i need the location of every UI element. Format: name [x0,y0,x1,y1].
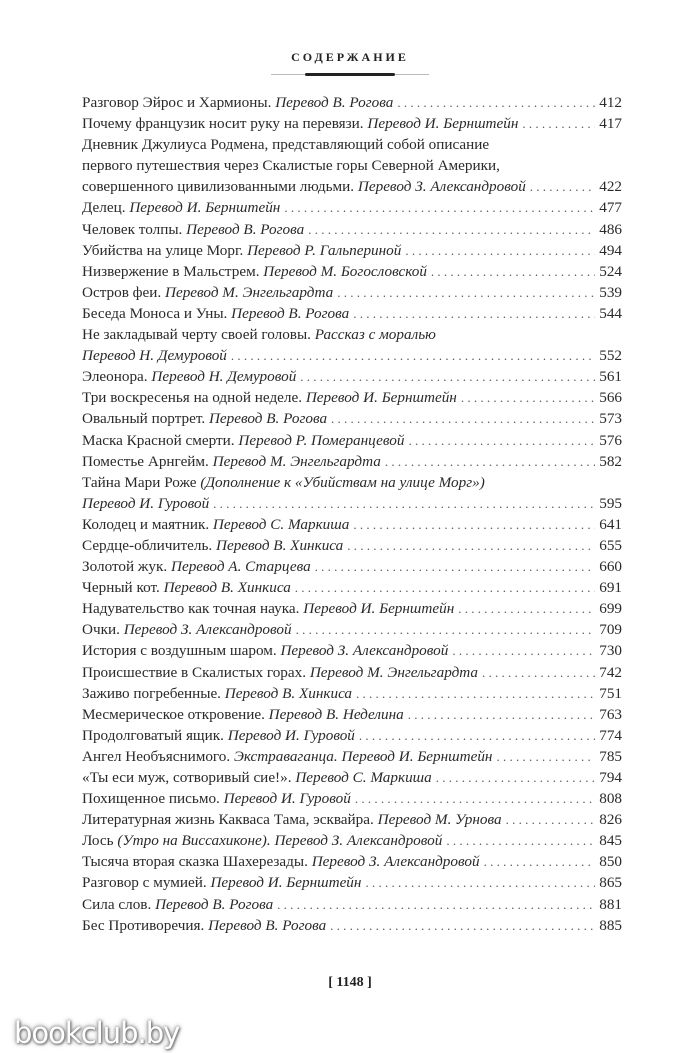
story-title: Делец. [82,199,130,217]
story-title: Похищенное письмо. [82,790,224,808]
translator-note: Перевод М. Энгельгардта [165,283,334,301]
translator-note: Перевод И. Гуровой [82,494,210,512]
translator-note: Перевод М. Энгельгардта [309,663,479,681]
toc-entry-text [82,851,480,872]
story-title: Три воскресенья на одной неделе. [82,389,306,407]
toc-line [82,809,622,830]
translator-note: Перевод В. Хинкиса [216,536,344,554]
story-title: Почему французик носит руку на перевязи. [82,115,368,133]
toc-entry-text [82,640,448,661]
toc-line [82,619,622,640]
toc-entry [82,324,622,366]
toc-page-number: 544 [599,304,622,322]
toc-entry-text [82,155,500,176]
toc-entry-text [82,430,404,451]
toc-entry [82,430,622,451]
toc-entry-text [82,767,432,788]
toc-line [82,282,622,303]
translator-note: Перевод З. Александровой [311,853,480,871]
toc-entry-text [82,387,457,408]
story-title: Происшествие в Скалистых горах. [82,663,310,681]
story-title: Остров феи. [82,283,165,301]
dot-leader [408,704,595,725]
toc-line [82,430,622,451]
toc-page-number: 576 [599,431,622,449]
toc-line [82,451,622,472]
dot-leader [331,408,595,429]
toc-page-number: 561 [599,368,622,386]
toc-line [82,219,622,240]
toc-page-number: 808 [599,790,622,808]
toc-line [82,872,622,893]
toc-entry [82,894,622,915]
toc-page-number: 730 [599,642,622,660]
story-title: первого путешествия через Скалистые горы Северной Америки, [82,157,500,175]
toc-entry [82,197,622,218]
toc-entry-text [82,113,518,134]
toc-entry-text [82,240,401,261]
toc-entry [82,92,622,113]
toc-entry [82,809,622,830]
toc-line [82,535,622,556]
toc-entry [82,598,622,619]
translator-note: Перевод С. Маркиша [212,515,350,533]
dot-leader [452,640,595,661]
story-title: Овальный портрет. [82,410,209,428]
translator-note: Перевод В. Рогова [231,304,350,322]
dot-leader [496,746,595,767]
dot-leader [408,430,595,451]
toc-page-number: 582 [599,452,622,470]
toc-entry [82,704,622,725]
story-title: Элеонора. [82,368,152,386]
translator-note: Перевод А. Старцева [171,558,311,576]
toc-entry-text [82,134,489,155]
story-title: Надувательство как точная наука. [82,600,304,618]
translator-note: Перевод В. Рогова [208,916,327,934]
dot-leader [284,197,595,218]
toc-page-number: 826 [599,811,622,829]
story-title: Дневник Джулиуса Родмена, представляющий собой описание [82,136,490,154]
toc-entry-text [82,725,355,746]
toc-page-number: 865 [599,874,622,892]
toc-entry [82,387,622,408]
dot-leader [308,219,595,240]
translator-note: Перевод И. Бернштейн [303,600,455,618]
toc-page-number: 845 [599,832,622,850]
dot-leader [482,662,595,683]
toc-line [82,662,622,683]
toc-entry [82,830,622,851]
translator-note: Перевод В. Рогова [208,410,328,428]
toc-entry [82,915,622,936]
story-title: Ангел Необъяснимого. [82,747,234,765]
dot-leader [365,872,595,893]
toc-line [82,683,622,704]
story-title: Продолговатый ящик. [82,726,228,744]
toc-line [82,155,622,176]
toc-line [82,92,622,113]
dot-leader [315,556,596,577]
toc-page-number: 881 [599,895,622,913]
dot-leader [522,113,595,134]
toc-entry-text [82,261,427,282]
translator-note: Перевод В. Хинкиса [163,579,291,597]
translator-note: Перевод З. Александровой [357,178,526,196]
toc-entry-text [82,282,333,303]
toc-entry [82,725,622,746]
dot-leader [213,493,595,514]
toc-entry [82,366,622,387]
toc-page-number: 486 [599,220,622,238]
dot-leader [484,851,596,872]
dot-leader [330,915,595,936]
toc-page-number: 422 [599,178,622,196]
translator-note: Перевод И. Бернштейн [305,389,457,407]
story-title: Разговор Эйрос и Хармионы. [82,94,276,111]
toc-line [82,261,622,282]
dot-leader [458,598,595,619]
toc-line [82,472,622,493]
toc-entry-text [82,324,436,345]
toc-line [82,915,622,936]
toc-page-number: 655 [599,536,622,554]
translator-note: Перевод В. Неделина [268,705,404,723]
toc-entry [82,683,622,704]
toc-entry [82,872,622,893]
translator-note: Перевод З. Александровой [123,621,292,639]
story-title: Заживо погребенные. [82,684,225,702]
toc-entry [82,303,622,324]
story-title: Золотой жук. [82,558,171,576]
toc-page-number: 794 [599,769,622,786]
toc-page-number: 477 [599,199,622,217]
story-title: Колодец и маятник. [82,515,213,533]
toc-page-number: 412 [599,94,622,111]
toc-entry [82,535,622,556]
toc-page-number: 524 [599,262,622,280]
toc-entry [82,134,622,197]
toc-page-number: 566 [599,389,622,407]
toc-entry-text [82,451,381,472]
dot-leader [356,683,595,704]
dot-leader [231,345,595,366]
story-title: Тысяча вторая сказка Шахерезады. [82,853,312,871]
toc-page-number: 699 [599,600,622,618]
toc-line [82,514,622,535]
story-title: Литературная жизнь Какваса Тама, эсквайра. [82,811,378,829]
dot-leader [397,92,595,113]
toc-entry-text [82,915,326,936]
story-title: Не закладывай черту своей головы. [82,326,315,344]
toc-line [82,240,622,261]
story-title: Сердце-обличитель. [82,536,216,554]
toc-page-number: 785 [599,747,622,765]
story-title: Убийства на улице Морг. [82,241,248,259]
toc-entry-text [82,92,393,113]
toc-page-number: 552 [599,347,622,365]
toc-entry-text [82,788,351,809]
toc-line [82,767,622,788]
toc-entry-text [82,345,227,366]
toc-line [82,830,622,851]
toc-entry-text [82,493,209,514]
toc-entry-text [82,366,296,387]
toc-line [82,387,622,408]
toc-line [82,725,622,746]
story-title: Очки. [82,621,124,639]
translator-note: Перевод В. Рогова [275,94,394,111]
toc-line [82,408,622,429]
translator-note: Перевод М. Энгельгардта [212,452,381,470]
translator-note: Перевод И. Бернштейн [210,874,362,892]
story-title: Беседа Моноса и Уны. [82,304,232,322]
toc-page-number: 641 [599,515,622,533]
toc-entry-text [82,219,304,240]
toc-entry-text [82,556,311,577]
translator-note: Перевод З. Александровой [280,642,449,660]
translator-note: Перевод И. Гуровой [227,726,355,744]
story-title: Человек толпы. [82,220,187,238]
toc-entry [82,451,622,472]
toc-entry-text [82,683,352,704]
toc-entry-text [82,303,349,324]
translator-note: Перевод В. Рогова [155,895,274,913]
story-title: Лось [82,832,118,850]
toc-entry [82,619,622,640]
dot-leader [295,577,595,598]
toc-page-number: 595 [599,494,622,512]
toc-entry [82,640,622,661]
toc-page-number: 751 [599,684,622,702]
toc-entry-text [82,598,454,619]
toc-line [82,345,622,366]
toc-line [82,324,622,345]
toc-entry [82,788,622,809]
dot-leader [436,767,595,788]
dot-leader [337,282,595,303]
dot-leader [530,176,595,197]
translator-note: Перевод М. Богословской [263,262,427,280]
toc-line [82,113,622,134]
toc-line [82,197,622,218]
toc-entry [82,240,622,261]
translator-note: Перевод Р. Померанцевой [238,431,405,449]
toc-entry [82,662,622,683]
toc-line [82,640,622,661]
dot-leader [446,830,595,851]
page-number: [ 1148 ] [328,975,372,990]
story-title: совершенного цивилизованными людьми. [82,178,358,196]
toc-line [82,366,622,387]
toc-line [82,303,622,324]
toc-entry-text [82,746,492,767]
toc-entry [82,746,622,767]
translator-note: (Дополнение к «Убийствам на улице Морг») [200,473,485,491]
toc-line [82,598,622,619]
title-underline-accent [305,73,395,76]
toc-entry-text [82,662,478,683]
toc-page-number: 885 [599,916,622,934]
translator-note: Перевод Р. Гальпериной [247,241,402,259]
watermark-logo: bookclub.by [14,1016,180,1050]
translator-note: Перевод И. Гуровой [223,790,351,808]
toc-entry [82,851,622,872]
toc-line [82,493,622,514]
story-title: Низвержение в Мальстрем. [82,262,264,280]
story-title: Разговор с мумией. [82,874,211,892]
dot-leader [296,619,596,640]
toc-entry-text [82,176,526,197]
dot-leader [277,894,595,915]
dot-leader [431,261,595,282]
toc-line [82,176,622,197]
toc-entry-text [82,577,291,598]
toc-entry [82,472,622,514]
story-title: Сила слов. [82,895,156,913]
toc-page-number: 774 [599,726,622,744]
story-title: Маска Красной смерти. [82,431,239,449]
toc-entry-text [82,197,280,218]
dot-leader [355,788,595,809]
toc-page-number: 850 [599,853,622,871]
toc-line [82,134,622,155]
toc-line [82,788,622,809]
dot-leader [347,535,595,556]
toc-entry [82,261,622,282]
toc-entry [82,556,622,577]
dot-leader [353,514,595,535]
dot-leader [506,809,596,830]
toc-entry-text [82,894,273,915]
story-title: Поместье Арнгейм. [82,452,213,470]
toc-entry [82,219,622,240]
toc-page-number: 417 [599,115,622,133]
toc-entry-text [82,872,361,893]
dot-leader [359,725,595,746]
story-title: Месмерическое откровение. [82,705,269,723]
toc-page-number: 742 [599,663,622,681]
toc-entry [82,408,622,429]
toc-page-number: 709 [599,621,622,639]
dot-leader [353,303,595,324]
translator-note: Перевод И. Бернштейн [367,115,519,133]
translator-note: Рассказ с моралью [314,326,436,344]
toc-line [82,851,622,872]
translator-note: Перевод И. Бернштейн [129,199,281,217]
page-title: СОДЕРЖАНИЕ [291,50,409,64]
toc-line [82,556,622,577]
translator-note: Перевод М. Урнова [377,811,502,829]
toc-line [82,704,622,725]
translator-note: (Утро на Виссахиконе). Перевод З. Александровой [117,832,443,850]
table-of-contents [82,92,622,936]
toc-entry [82,514,622,535]
dot-leader [385,451,595,472]
toc-page-number: 539 [599,283,622,301]
toc-entry-text [82,535,343,556]
toc-page-number: 691 [599,579,622,597]
dot-leader [405,240,595,261]
toc-entry-text [82,408,327,429]
toc-entry-text [82,809,502,830]
dot-leader [300,366,595,387]
toc-entry-text [82,830,442,851]
toc-entry-text [82,619,292,640]
dot-leader [461,387,595,408]
translator-note: Перевод С. Маркиша [295,769,432,786]
toc-page-number: 494 [599,241,622,259]
story-title: «Ты еси муж, сотворивый сие!». [82,769,296,786]
toc-entry-text [82,704,404,725]
toc-line [82,746,622,767]
translator-note: Перевод В. Рогова [186,220,305,238]
translator-note: Перевод Н. Демуровой [151,368,297,386]
toc-page-number: 660 [599,558,622,576]
toc-entry [82,577,622,598]
toc-entry-text [82,514,349,535]
toc-page-number: 763 [599,705,622,723]
toc-entry [82,282,622,303]
story-title: Тайна Мари Роже [82,473,201,491]
toc-entry [82,767,622,788]
toc-line [82,894,622,915]
toc-page-number: 573 [599,410,622,428]
story-title: Черный кот. [82,579,164,597]
toc-entry [82,113,622,134]
translator-note: Перевод Н. Демуровой [82,347,227,365]
toc-line [82,577,622,598]
translator-note: Перевод В. Хинкиса [224,684,353,702]
story-title: Бес Противоречия. [82,916,209,934]
translator-note: Экстраваганца. Перевод И. Бернштейн [233,747,493,765]
story-title: История с воздушным шаром. [82,642,281,660]
toc-entry-text [82,472,485,493]
